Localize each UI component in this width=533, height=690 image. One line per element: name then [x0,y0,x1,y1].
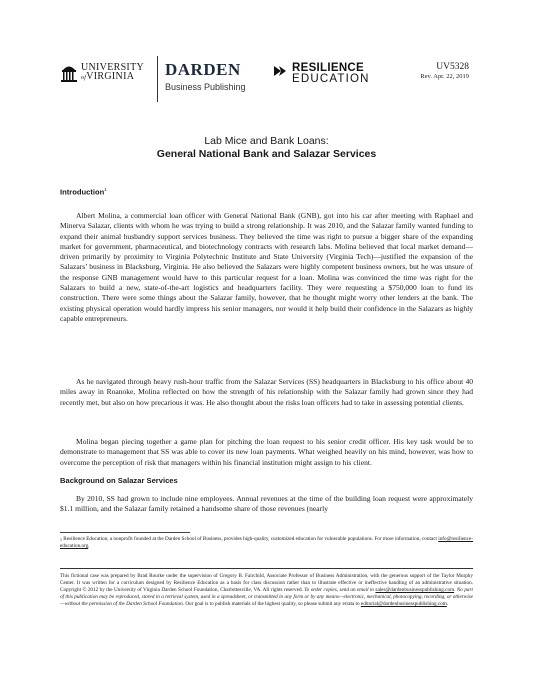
doc-revision: Rev. Apr. 22, 2019 [420,73,469,80]
disclaimer-end: . [446,601,449,608]
footnote-rule [60,532,190,533]
logo-divider [157,56,158,102]
uva-of: of [81,75,87,81]
title-line1: Lab Mice and Bank Loans: [204,135,329,147]
rotunda-icon [60,62,78,84]
intro-heading-text: Introduction [60,187,105,197]
disclaimer-italic2: . No part of this publication may be reproduced, stored in a retrieval system, used in a spreadsheet, or transmitted in any form or by any means—electronic, mechanical, photocopying, recording, or otherwise—without the permission of the Darden School Foundation. [60,587,473,608]
darden-subtitle: Business Publishing [165,82,246,92]
disclaimer-part2: Our goal is to publish materials of the highest quality, so please submit any errata to [184,601,361,608]
editorial-email-link[interactable]: editorial@dardenbusinesspublishing.com [360,601,447,608]
paragraph-2: As he navigated through heavy rush-hour traffic from the Salazar Services (SS) headquarters in Blacksburg to his office about 40 miles away in Roanoke, Molina reflected on how the strength of his relationship with the Salazar family had grown since they had recently met, but also on how precarious it was. He also thought about the risks loan officers had to take in assessing potential clients. [60,377,473,407]
disclaimer-rule [60,568,473,569]
paragraph-3: Molina began piecing together a game plan for pitching the loan request to his senior credit officer. His key task would be to demonstrate to management that SS was able to cover its new loan payments. What weighed heavily on his mind, however, was how to overcome the perception of risk that managers within his financial institution might assign to his client. [60,437,473,467]
intro-footnote-mark: 1 [104,187,107,192]
uva-line1: UNIVERSITY [81,62,144,73]
resilience-arrow-icon [272,63,288,79]
resilience-line2: EDUCATION [292,73,370,85]
darden-logo [165,60,246,92]
uva-logo [60,62,144,84]
darden-name: DARDEN [165,60,241,79]
footnote-end: . [88,543,90,550]
doc-code: UV5328 [436,62,469,72]
case-title [60,135,473,161]
sales-email-link[interactable]: sales@dardenbusinesspublishing.com [375,587,455,594]
uva-line2: VIRGINIA [86,71,135,82]
disclaimer [60,573,473,608]
disclaimer-part1: This fictional case was prepared by Brad Rourke under the supervision of Gregory B. Fairchild, Associate Professor of Business Administration, with the generous support of the Taylor Murphy Center. It was written for a curriculum designed by Resilience Education as a basis for class discussion rather than to illustrate effective or ineffective handling of an administrative situation. Copyright © 2012 by the University of Virginia Darden School Foundation, Charlottesville, VA. All rights reserved. [60,573,473,594]
footnote-text: Resilience Education, a nonprofit founded at the Darden School of Business, provides high-quality, customized education for vulnerable populations. For more information, contact [63,536,439,542]
footnote-number: 1 [60,537,62,542]
paragraph-1: Albert Molina, a commercial loan officer with General National Bank (GNB), got into his car after meeting with Raphael and Minerva Salazar, clients with whom he was trying to build a strong relationship. It was 2010, and the Salazar family wanted funding to expand their animal husbandry support services business. They believed the time was right to pursue a bigger share of the expanding market for government, pharmaceutical, and biotechnology contracts with research labs. Molina believed that local market demand—driven primarily by proximity to Virginia Polytechnic Institute and State University (Virginia Tech)—justified the expansion of the Salazars’ business in Blacksburg, Virginia. He also believed the Salazars were highly competent business owners, but he was unsure of the response GNB management would have to this particular request for a loan. Molina was convinced the time was right for the Salazars to build a new, state-of-the-art logistics and headquarters facility. They were requesting a $750,000 loan to fund its construction. There were some things about the Salazar family, however, that he thought might worry other lenders at the bank. The existing physical operation would hardly impress his senior managers, nor would it help build their confidence in the Salazars as highly capable entrepreneurs. [60,211,473,323]
letterhead [60,56,480,106]
intro-heading [60,187,107,197]
document-id [420,62,469,80]
resilience-line1: RESILIENCE [292,62,365,74]
background-heading: Background on Salazar Services [60,476,178,485]
disclaimer-italic1: To order copies, send an email to [304,587,376,594]
footnote [60,536,473,550]
paragraph-4: By 2010, SS had grown to include nine employees. Annual revenues at the time of the building loan request were approximately $1.1 million, and the Salazar family retained a handsome share of those revenues (nearly [60,494,473,514]
title-line2: General National Bank and Salazar Services [156,148,377,160]
resilience-logo [272,62,370,85]
footnote-email-link[interactable]: info@resilience-education.org [60,536,473,550]
